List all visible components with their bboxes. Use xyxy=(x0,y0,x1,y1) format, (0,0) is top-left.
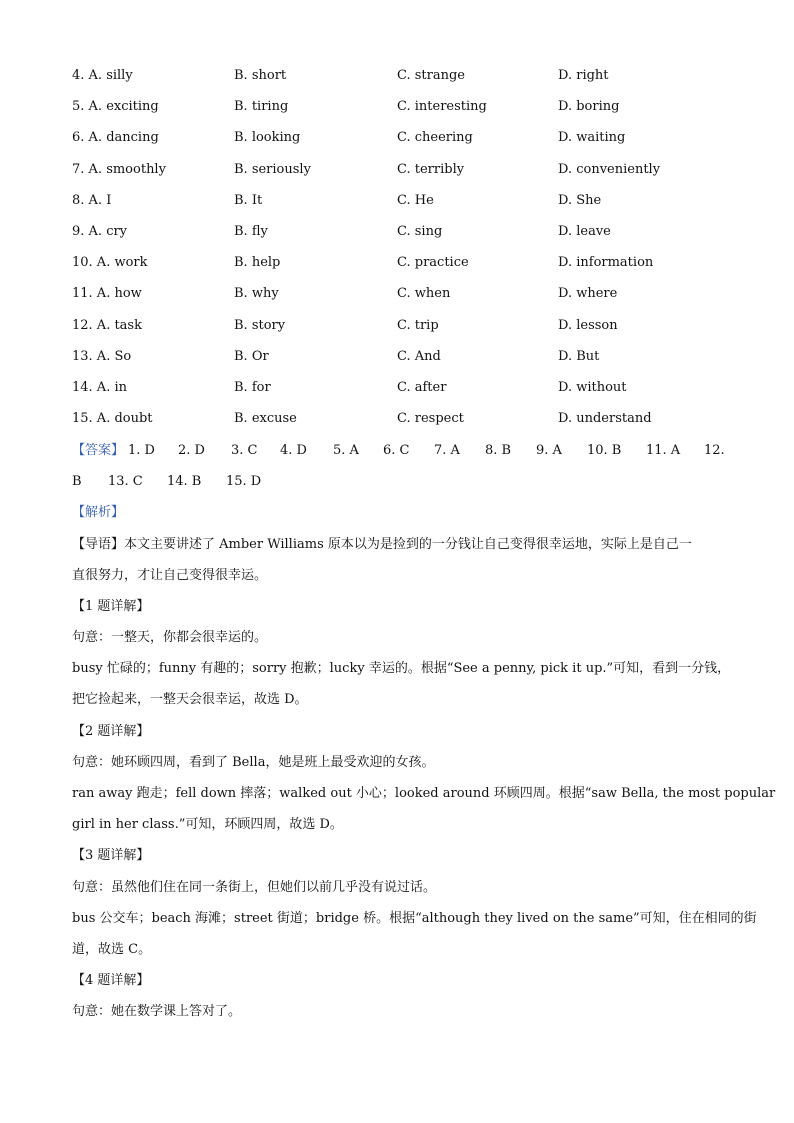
q3-explanation-1: bus 公交车；beach 海滩；street 街道；bridge 桥。根据“although they lived on the same”可知，住在相同的街 xyxy=(72,911,757,926)
q3-meaning: 句意：虽然他们住在同一条街上，但她们以前几乎没有说过话。 xyxy=(72,880,437,895)
option-c: C. trip xyxy=(397,317,439,333)
answers-block xyxy=(72,441,725,495)
intro-line-1 xyxy=(72,535,722,555)
option-b: B. seriously xyxy=(234,161,311,177)
answer-item: 2. D xyxy=(178,443,205,458)
option-d: D. conveniently xyxy=(558,161,661,177)
option-a: 14. A. in xyxy=(72,380,127,395)
option-b: B. story xyxy=(234,317,286,333)
q4-heading: 【4 题详解】 xyxy=(72,973,150,988)
q1-meaning: 句意：一整天，你都会很幸运的。 xyxy=(72,630,268,645)
answer-item: 10. B xyxy=(587,443,622,458)
option-b: B. short xyxy=(234,68,287,83)
option-row xyxy=(72,222,722,242)
option-b: B. Or xyxy=(234,348,269,364)
option-b: B. tiring xyxy=(234,99,289,115)
option-d: D. where xyxy=(558,286,618,302)
option-b: B. for xyxy=(234,380,271,395)
answer-item: 3. C xyxy=(231,443,258,458)
option-row xyxy=(72,284,722,304)
option-c: C. respect xyxy=(397,411,464,427)
option-c: C. terribly xyxy=(397,161,465,177)
option-row xyxy=(72,160,722,180)
option-c: C. strange xyxy=(397,68,465,83)
q3-explanation-2: 道，故选 C。 xyxy=(72,942,152,957)
option-d: D. boring xyxy=(558,99,620,115)
answer-item: 8. B xyxy=(485,443,512,458)
option-d: D. She xyxy=(558,192,602,208)
option-a: 9. A. cry xyxy=(72,224,128,239)
answer-item: 13. C xyxy=(108,474,143,489)
answer-item: 14. B xyxy=(167,474,202,489)
option-c: C. And xyxy=(397,348,441,364)
option-b: B. help xyxy=(234,255,281,271)
option-d: D. understand xyxy=(558,411,652,427)
option-row xyxy=(72,253,722,273)
q2-meaning: 句意：她环顾四周，看到了 Bella，她是班上最受欢迎的女孩。 xyxy=(72,755,435,770)
option-d: D. right xyxy=(558,68,609,83)
option-a: 12. A. task xyxy=(72,317,142,333)
option-c: C. practice xyxy=(397,255,469,271)
option-a: 6. A. dancing xyxy=(72,130,159,146)
answer-item: 6. C xyxy=(383,443,410,458)
option-d: D. without xyxy=(558,380,627,395)
q1-explanation-1: busy 忙碌的；funny 有趣的；sorry 抱歉；lucky 幸运的。根据“See a penny, pick it up.”可知，看到一分钱， xyxy=(72,661,731,676)
answer-item: 11. A xyxy=(646,443,681,458)
option-a: 7. A. smoothly xyxy=(72,161,166,177)
intro-line-2: 直很努力，才让自己变得很幸运。 xyxy=(72,568,268,583)
answer-item: 1. D xyxy=(128,443,155,458)
option-b: B. looking xyxy=(234,130,301,146)
q2-explanation-1: ran away 跑走；fell down 摔落；walked out 小心；looked around 环顾四周。根据“saw Bella, the most popular xyxy=(72,786,776,801)
option-a: 8. A. I xyxy=(72,192,112,208)
option-d: D. leave xyxy=(558,224,611,239)
answer-item: 12. xyxy=(704,443,725,458)
option-c: C. cheering xyxy=(397,130,473,146)
answers-line-1 xyxy=(72,441,725,461)
q2-heading: 【2 题详解】 xyxy=(72,724,150,739)
option-c: C. sing xyxy=(397,224,443,239)
option-row xyxy=(72,97,722,117)
option-c: C. when xyxy=(397,286,451,302)
option-a: 13. A. So xyxy=(72,348,132,364)
option-b: B. excuse xyxy=(234,411,297,427)
option-row xyxy=(72,378,722,398)
answer-item: 7. A xyxy=(434,443,460,458)
answer-item: 15. D xyxy=(226,474,262,489)
option-b: B. why xyxy=(234,286,279,302)
option-a: 5. A. exciting xyxy=(72,99,159,115)
option-row xyxy=(72,128,722,148)
option-d: D. But xyxy=(558,348,600,364)
option-d: D. lesson xyxy=(558,317,618,333)
answer-item: 9. A xyxy=(536,443,562,458)
option-a: 4. A. silly xyxy=(72,68,133,83)
option-b: B. fly xyxy=(234,224,268,239)
option-c: C. after xyxy=(397,380,447,395)
answer-item: 5. A xyxy=(333,443,359,458)
option-row xyxy=(72,347,722,367)
option-b: B. It xyxy=(234,192,263,208)
analysis-heading: 【解析】 xyxy=(72,505,125,520)
q1-explanation-2: 把它捡起来，一整天会很幸运，故选 D。 xyxy=(72,692,308,707)
answers-line-2 xyxy=(72,472,722,492)
q1-heading: 【1 题详解】 xyxy=(72,599,150,614)
option-a: 10. A. work xyxy=(72,255,148,271)
intro-label: 【导语】 xyxy=(72,537,125,552)
option-d: D. waiting xyxy=(558,130,626,146)
option-a: 15. A. doubt xyxy=(72,411,153,427)
option-row xyxy=(72,316,722,336)
option-row xyxy=(72,191,722,211)
option-row xyxy=(72,66,722,86)
answer-item: B xyxy=(72,474,82,489)
q4-meaning: 句意：她在数学课上答对了。 xyxy=(72,1004,242,1019)
option-a: 11. A. how xyxy=(72,286,142,302)
option-row xyxy=(72,409,722,429)
option-d: D. information xyxy=(558,255,654,271)
answer-label: 【答案】 xyxy=(72,443,125,458)
option-c: C. He xyxy=(397,192,434,208)
q2-explanation-2: girl in her class.”可知，环顾四周，故选 D。 xyxy=(72,817,343,832)
answer-item: 4. D xyxy=(280,443,307,458)
intro-text-1: 本文主要讲述了 Amber Williams 原本以为是捡到的一分钱让自己变得很幸运地，实际上是自己一 xyxy=(124,537,692,552)
q3-heading: 【3 题详解】 xyxy=(72,848,150,863)
option-c: C. interesting xyxy=(397,99,487,115)
